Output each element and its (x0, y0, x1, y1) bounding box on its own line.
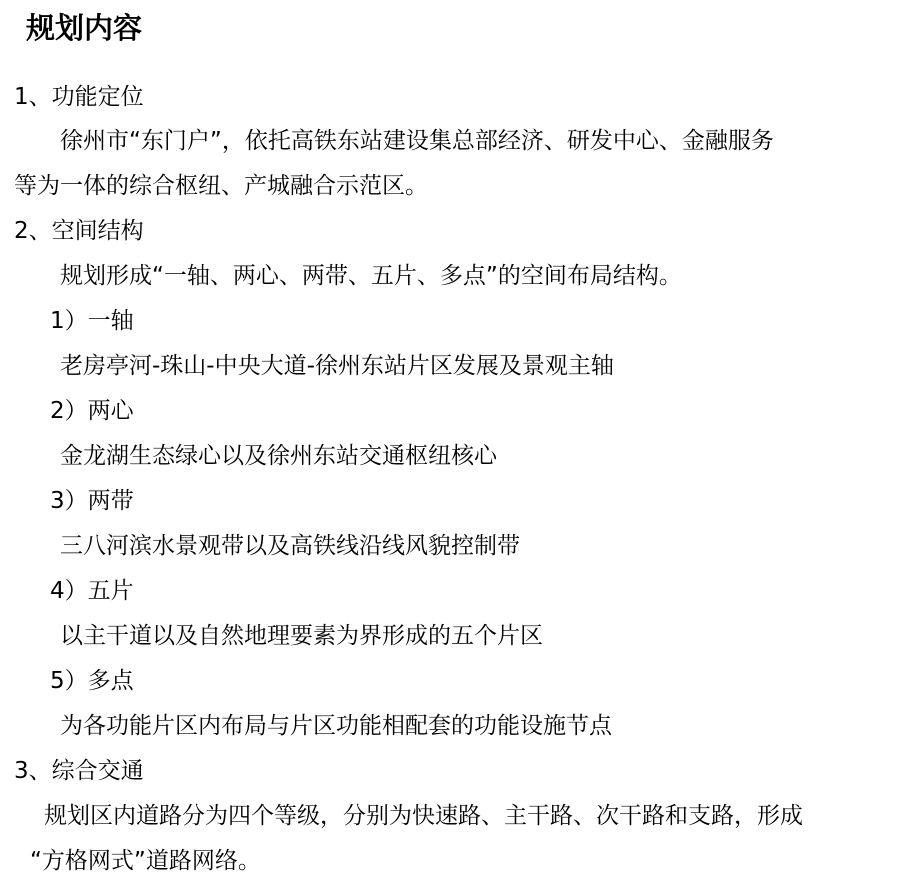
paragraph-line: 金龙湖生态绿心以及徐州东站交通枢纽核心 (60, 443, 497, 469)
subsection-heading: 1）一轴 (50, 308, 134, 334)
section-heading-spatial: 2、空间结构 (14, 218, 144, 244)
paragraph-line: 为各功能片区内布局与片区功能相配套的功能设施节点 (60, 713, 612, 739)
subsection-heading: 3）两带 (50, 488, 134, 514)
subsection-heading: 5）多点 (50, 668, 134, 694)
section-heading-traffic: 3、综合交通 (14, 758, 144, 784)
paragraph-line: 徐州市“东门户”，依托高铁东站建设集总部经济、研发中心、金融服务 (60, 128, 774, 154)
paragraph-line: 规划区内道路分为四个等级，分别为快速路、主干路、次干路和支路，形成 (44, 803, 803, 829)
page-title: 规划内容 (26, 11, 143, 45)
paragraph-line: 老房亭河-珠山-中央大道-徐州东站片区发展及景观主轴 (60, 353, 614, 379)
paragraph-line: 规划形成“一轴、两心、两带、五片、多点”的空间布局结构。 (60, 263, 682, 289)
section-heading-function: 1、功能定位 (14, 84, 144, 110)
paragraph-line: 三八河滨水景观带以及高铁线沿线风貌控制带 (60, 533, 520, 559)
paragraph-line: 等为一体的综合枢纽、产城融合示范区。 (14, 173, 428, 199)
subsection-heading: 2）两心 (50, 398, 134, 424)
paragraph-line: 以主干道以及自然地理要素为界形成的五个片区 (60, 623, 543, 649)
subsection-heading: 4）五片 (50, 578, 134, 604)
paragraph-line: “方格网式”道路网络。 (30, 848, 261, 874)
